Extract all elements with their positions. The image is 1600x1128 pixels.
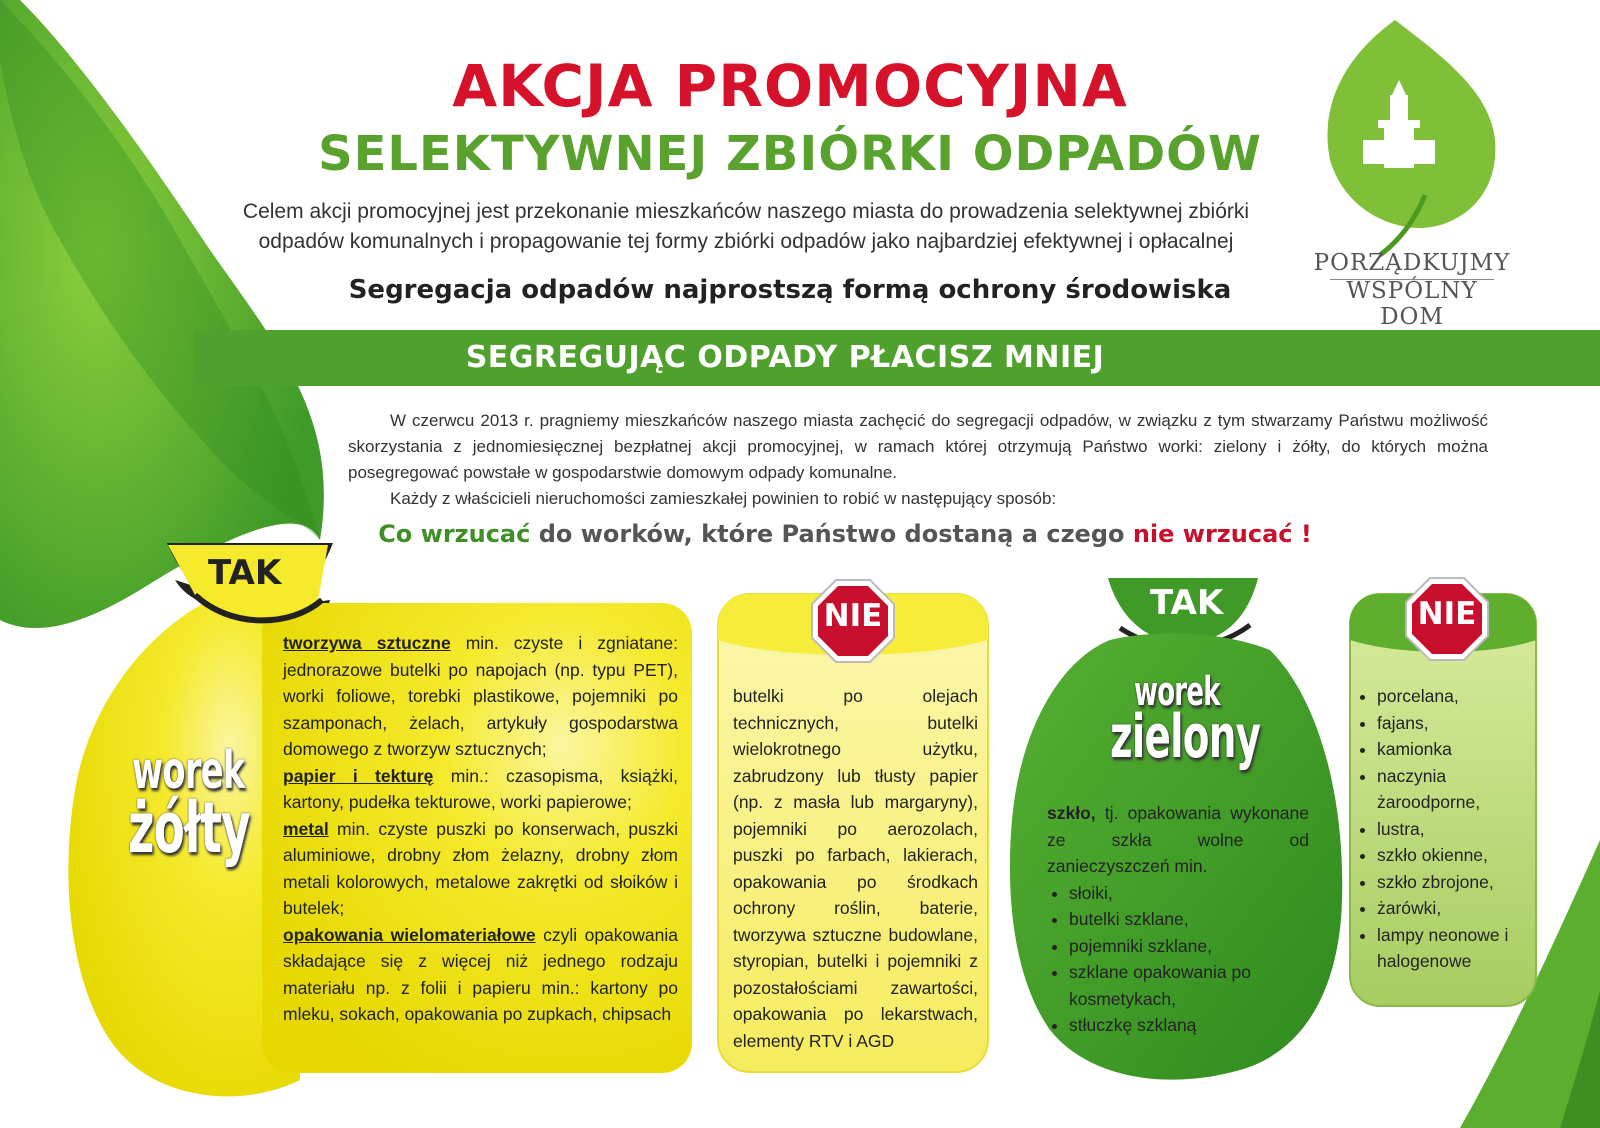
list-item: • stłuczkę szklaną: [1069, 1012, 1317, 1039]
list-item: • szkło okienne,: [1377, 842, 1525, 869]
yellow-bag-label-1: worek: [132, 741, 245, 801]
category-glass: szkło,: [1047, 803, 1096, 823]
intro-text: Celem akcji promocyjnej jest przekonanie mieszkańców naszego miasta do prowadzenia selektywnej zbiórki odpadów komunalnych i propagowanie tej formy zbiórki odpadów jako najbardziej efektywnej i opłacalnej: [242, 200, 1250, 253]
band-text: SEGREGUJĄC ODPADY PŁACISZ MNIEJ: [465, 340, 1105, 375]
list-item: • butelki szklane,: [1069, 906, 1317, 933]
green-nie-sign: NIE: [1417, 596, 1477, 632]
intro-paragraph-1: W czerwcu 2013 r. pragniemy mieszkańców naszego miasta zachęcić do segregacji odpadów, w związku z tym stwarzamy Państwu możliwość skorzystania z jednomiesięcznej bezpłatnej akcji promocyjnej, w ramach której otrzymują Państwo worki: zielony i żółty, do których można posegregować powstałe w gospodarstwie domowym odpady komunalne.: [348, 411, 1488, 482]
yellow-bag-label-2: żółty: [128, 787, 251, 869]
category-metal: metal: [283, 818, 329, 839]
list-item: • fajans,: [1377, 710, 1525, 737]
logo-line1: PORZĄDKUJMY: [1313, 250, 1511, 276]
list-item: • porcelana,: [1377, 683, 1525, 710]
yellow-nie-sign: NIE: [823, 598, 883, 634]
list-item: • kamionka: [1377, 736, 1525, 763]
question-heading: Co wrzucać do worków, które Państwo dostaną a czego nie wrzucać !: [378, 520, 1312, 548]
yellow-tak-label: TAK: [208, 553, 282, 593]
green-nie-list: [1355, 683, 1525, 975]
intro-paragraph: [348, 408, 1488, 512]
list-item: • naczynia żaroodporne,: [1377, 763, 1525, 816]
list-item: • szklane opakowania po kosmetykach,: [1069, 959, 1269, 1012]
logo-line2: WSPÓLNY DOM: [1346, 278, 1478, 330]
yellow-nie-content: butelki po olejach technicznych, butelki wielokrotnego użytku, zabrudzony lub tłusty papier (np. z masła lub margaryny), pojemniki po aerozolach, puszki po farbach, lakierach, opakowania po środkach ochrony roślin, baterie, tworzywa sztuczne budowlane, styropian, butelki i pojemniki z pozostałościami zawartości, opakowania po lekarstwach, elementy RTV i AGD: [733, 686, 978, 1051]
list-item: • pojemniki szklane,: [1069, 933, 1317, 960]
slogan: Segregacja odpadów najprostszą formą ochrony środowiska: [348, 275, 1232, 305]
category-multimaterial: opakowania wielomateriałowe: [283, 924, 536, 945]
list-item: • lampy neonowe i halogenowe: [1377, 922, 1525, 975]
page-title: AKCJA PROMOCYJNA: [452, 52, 1128, 120]
list-item: • żarówki,: [1377, 895, 1525, 922]
category-plastics: tworzywa sztuczne: [283, 633, 451, 653]
page-subtitle: SELEKTYWNEJ ZBIÓRKI ODPADÓW: [318, 126, 1262, 182]
green-bag-label-2: zielony: [1110, 702, 1261, 772]
intro-paragraph-2: Każdy z właścicieli nieruchomości zamieszkałej powinien to robić w następujący sposób:: [390, 489, 1057, 508]
green-tak-label: TAK: [1150, 583, 1224, 623]
category-paper: papier i tekturę: [283, 765, 434, 786]
list-item: • szkło zbrojone,: [1377, 869, 1525, 896]
yellow-bag-content: tworzywa sztuczne min. czyste i zgniatane: jednorazowe butelki po napojach (np. typu PET), worki foliowe, torebki plastikowe, pojemniki po szamponach, żelach, artykuły gospodarstwa domowego z tworzyw sztucznych; papier i tekturę min.: czasopisma, książki, kartony, pudełka tekturowe, worki papierowe; metal min. czyste puszki po konserwach, puszki aluminiowe, drobny złom żelazny, drobny złom metali kolorowych, metalowe zakrętki od słoików i butelek; opakowania wielomateriałowe czyli opakowania składające się z więcej niż jednego rodzaju materiału np. z folii i papieru min.: kartony po mleku, sokach, opakowania po zupkach, chipsach: [283, 633, 678, 1024]
green-bag-content: szkło, tj. opakowania wykonane ze szkła wolne od zanieczyszczeń min. • słoiki, • butelki szklane, • pojemniki szklane, • szklane opakowania po kosmetykach, • stłuczkę szklaną: [1047, 800, 1317, 1039]
green-bag-list: [1047, 880, 1317, 1039]
green-nie-content: [1355, 683, 1525, 975]
list-item: • słoiki,: [1069, 880, 1317, 907]
green-bag-label-1: worek: [1134, 669, 1220, 715]
list-item: • lustra,: [1377, 816, 1525, 843]
